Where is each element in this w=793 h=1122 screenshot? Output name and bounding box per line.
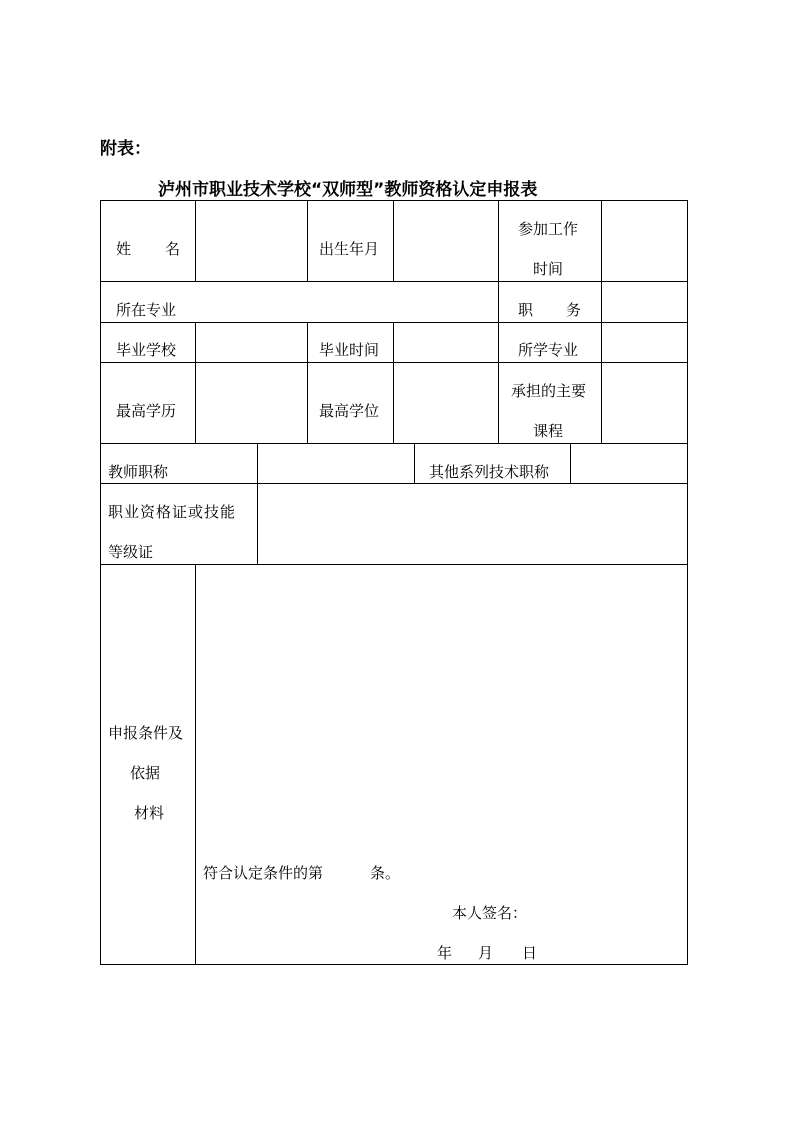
meets-conditions-suffix: 条。 [370, 864, 401, 882]
signature-label: 本人签名： [452, 904, 528, 922]
position-label-part1: 职 [518, 301, 534, 319]
row-divider [100, 564, 688, 565]
row-divider [100, 443, 688, 444]
col-divider [414, 443, 415, 483]
row-divider [100, 362, 688, 363]
work-start-label-line2: 时间 [533, 260, 564, 278]
conditions-label-line2: 依据 [130, 764, 161, 782]
col-divider [601, 200, 602, 443]
form-title: 泸州市职业技术学校“双师型”教师资格认定申报表 [158, 180, 538, 200]
col-divider [195, 200, 196, 281]
certificate-label-line1: 职业资格证或技能 [108, 503, 237, 521]
table-border-left [100, 200, 101, 965]
row-divider [100, 281, 688, 282]
teacher-title-label: 教师职称 [108, 463, 169, 481]
position-label-part2: 务 [566, 301, 582, 319]
studied-major-label: 所学专业 [518, 341, 579, 359]
table-border-top [100, 200, 688, 201]
major-label: 所在专业 [116, 301, 177, 319]
table-border-right [687, 200, 688, 965]
col-divider [307, 200, 308, 281]
graduate-school-label: 毕业学校 [116, 341, 177, 359]
main-courses-label-line1: 承担的主要 [511, 382, 587, 400]
name-label-part1: 姓 [116, 240, 132, 258]
col-divider [257, 443, 258, 564]
meets-conditions-prefix: 符合认定条件的第 [203, 864, 324, 882]
main-courses-label-line2: 课程 [533, 422, 564, 440]
col-divider [393, 322, 394, 443]
row-divider [100, 322, 688, 323]
col-divider [393, 200, 394, 281]
conditions-label-line1: 申报条件及 [108, 724, 184, 742]
appendix-label: 附表： [100, 139, 151, 159]
highest-degree-label: 最高学位 [319, 402, 380, 420]
table-border-bottom [100, 964, 688, 965]
date-month-label: 月 [478, 944, 494, 962]
birth-label: 出生年月 [319, 240, 380, 258]
certificate-label-line2: 等级证 [108, 543, 154, 561]
col-divider [570, 443, 571, 483]
graduation-time-label: 毕业时间 [319, 341, 380, 359]
conditions-label-line3: 材料 [134, 804, 165, 822]
col-divider [195, 564, 196, 964]
name-label-part2: 名 [165, 240, 181, 258]
col-divider [195, 322, 196, 443]
col-divider [498, 200, 499, 443]
highest-education-label: 最高学历 [116, 402, 177, 420]
date-day-label: 日 [522, 944, 538, 962]
col-divider [307, 322, 308, 443]
work-start-label-line1: 参加工作 [518, 220, 579, 238]
row-divider [100, 483, 688, 484]
date-year-label: 年 [437, 944, 453, 962]
other-title-label: 其他系列技术职称 [429, 463, 550, 481]
